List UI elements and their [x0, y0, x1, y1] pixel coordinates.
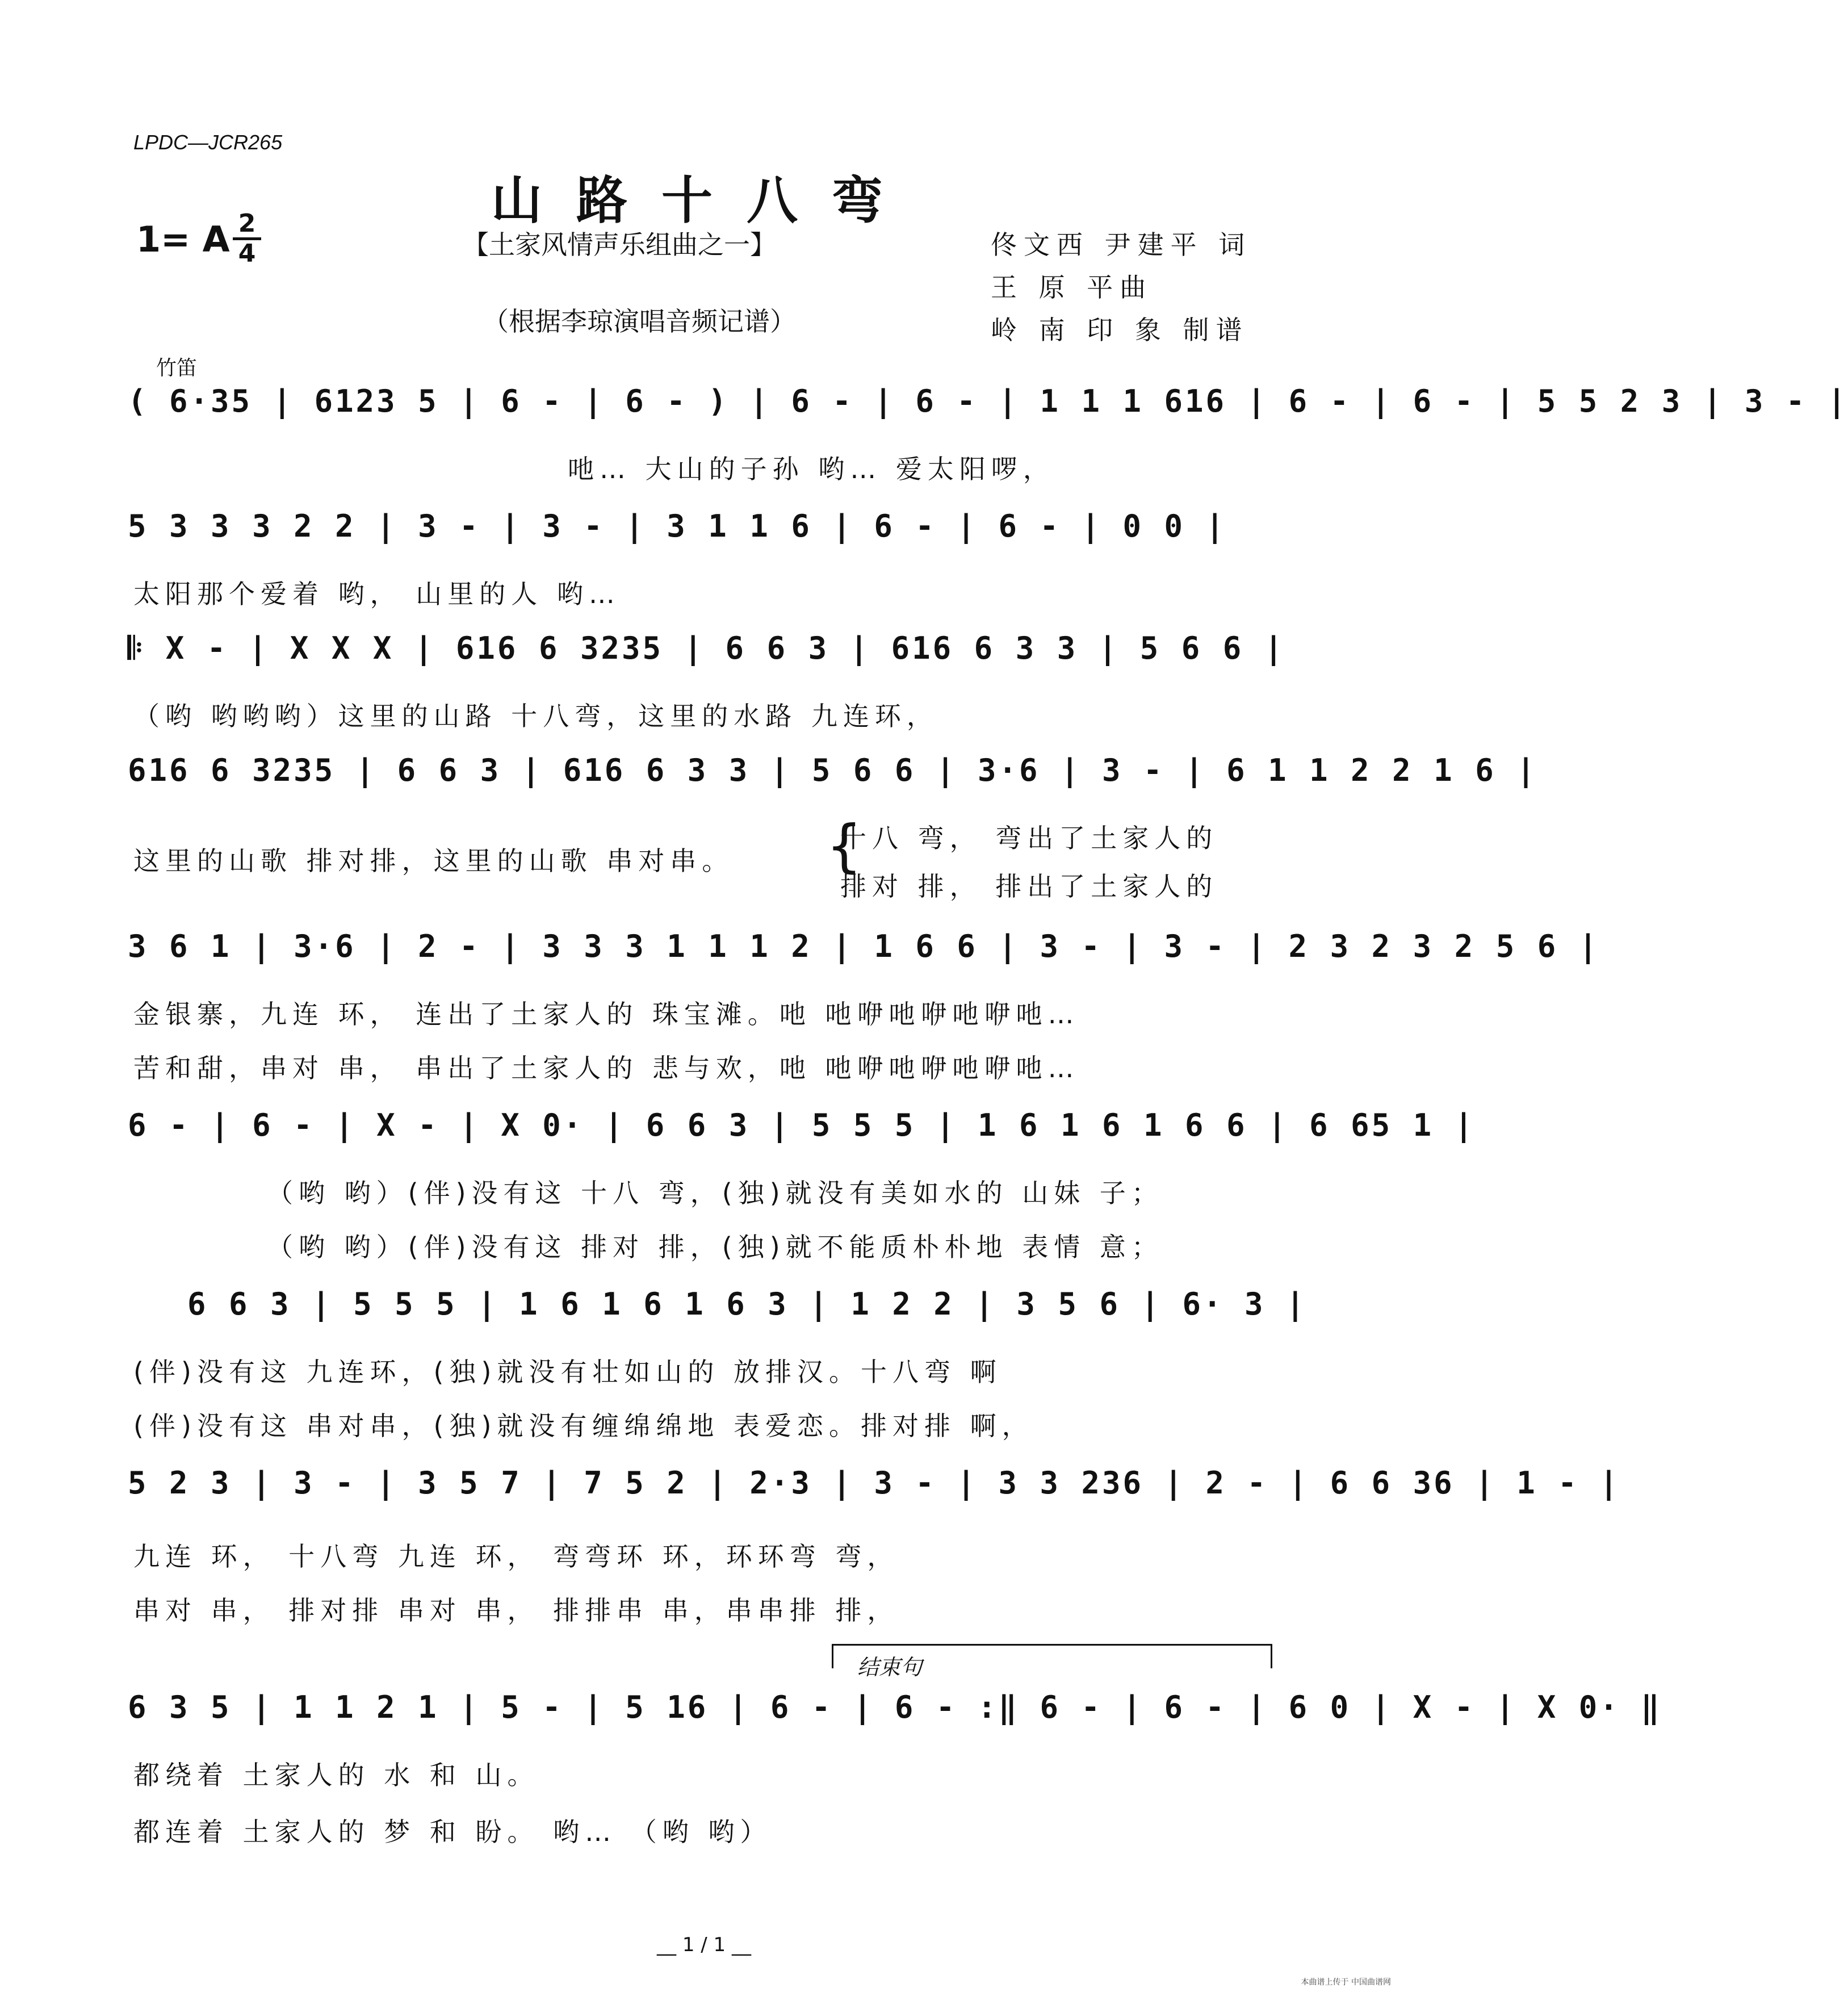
lyrics-system-5-verse2: 苦和甜，串对 串， 串出了土家人的 悲与欢，吔 吔咿吔咿吔咿吔…	[133, 1053, 1080, 1083]
uploader-watermark: 本曲谱上传于 中国曲谱网	[1301, 1978, 1391, 1987]
composer-credit: 王 原 平曲	[991, 272, 1153, 303]
ending-label: 结束句	[857, 1655, 923, 1680]
time-signature: 2 4	[233, 211, 261, 266]
page-title: 山路十八弯	[491, 170, 917, 231]
verse-brace: {	[826, 813, 862, 879]
lyrics-system-2: 太阳那个爱着 哟， 山里的人 哟…	[133, 579, 621, 609]
lyrics-system-5-verse1: 金银寨，九连 环， 连出了土家人的 珠宝滩。吔 吔咿吔咿吔咿吔…	[133, 999, 1080, 1030]
transcription-note: （根据李琼演唱音频记谱）	[483, 306, 796, 337]
lyrics-system-7-verse2: (伴)没有这 串对串，(独)就没有缠绵绵地 表爱恋。排对排 啊，	[133, 1411, 1034, 1441]
lyrics-system-3: （哟 哟哟哟）这里的山路 十八弯，这里的水路 九连环，	[133, 701, 938, 731]
lyricist-credit: 佟文西 尹建平 词	[991, 229, 1252, 260]
lyrics-system-8-verse2: 串对 串， 排对排 串对 串， 排排串 串，串串排 排，	[133, 1595, 899, 1626]
instrument-label: 竹笛	[156, 357, 198, 380]
lyrics-system-7-verse1: (伴)没有这 九连环，(独)就没有壮如山的 放排汉。十八弯 啊	[133, 1357, 1002, 1387]
lyrics-system-4b-verse2: 排对 排， 排出了土家人的	[840, 871, 1218, 902]
subtitle: 【土家风情声乐组曲之一】	[463, 229, 776, 260]
page-number: __ 1 / 1 __	[657, 1934, 751, 1956]
score-code: LPDC—JCR265	[133, 131, 283, 154]
notation-system-6: 6 - | 6 - | X - | X 0· | 6 6 3 | 5 5 5 | 1 6 1 6 1 6 6 | 6 65 1 |	[128, 1107, 1476, 1143]
notation-system-2: 5 3 3 3 2 2 | 3 - | 3 - | 3 1 1 6 | 6 - | 6 - | 0 0 |	[128, 508, 1227, 544]
arranger-credit: 岭 南 印 象 制谱	[991, 315, 1249, 345]
lyrics-system-6-verse2: （哟 哟）(伴)没有这 排对 排，(独)就不能质朴朴地 表情 意；	[267, 1232, 1163, 1262]
notation-system-8: 5 2 3 | 3 - | 3 5 7 | 7 5 2 | 2·3 | 3 - | 3 3 236 | 2 - | 6 6 36 | 1 - |	[128, 1465, 1620, 1501]
lyrics-system-9-verse1: 都绕着 土家人的 水 和 山。	[133, 1760, 539, 1790]
lyrics-system-9-verse2: 都连着 土家人的 梦 和 盼。 哟… （哟 哟）	[133, 1817, 772, 1847]
lyrics-system-1: 吔… 大山的子孙 哟… 爱太阳啰，	[568, 454, 1055, 484]
lyrics-system-6-verse1: （哟 哟）(伴)没有这 十八 弯，(独)就没有美如水的 山妹 子；	[267, 1178, 1163, 1208]
lyrics-system-4a: 这里的山歌 排对排，这里的山歌 串对串。	[133, 846, 734, 876]
lyrics-system-4b-verse1: 十八 弯， 弯出了土家人的	[840, 823, 1218, 853]
lyrics-system-8-verse1: 九连 环， 十八弯 九连 环， 弯弯环 环，环环弯 弯，	[133, 1541, 899, 1572]
key-signature: 1= A	[136, 219, 230, 260]
notation-system-9: 6 3 5 | 1 1 2 1 | 5 - | 5 16 | 6 - | 6 - :‖ 6 - | 6 - | 6 0 | X - | X 0· ‖	[128, 1689, 1662, 1725]
notation-system-3: 𝄆 X - | X X X | 616 6 3235 | 6 6 3 | 616 6 3 3 | 5 6 6 |	[128, 630, 1285, 666]
notation-system-4: 616 6 3235 | 6 6 3 | 616 6 3 3 | 5 6 6 | 3·6 | 3 - | 6 1 1 2 2 1 6 |	[128, 752, 1537, 788]
notation-system-7: 6 6 3 | 5 5 5 | 1 6 1 6 1 6 3 | 1 2 2 | 3 5 6 | 6· 3 |	[187, 1286, 1307, 1322]
notation-system-5: 3 6 1 | 3·6 | 2 - | 3 3 3 1 1 1 2 | 1 6 6 | 3 - | 3 - | 2 3 2 3 2 5 6 |	[128, 928, 1600, 964]
notation-system-1: ( 6·35 | 6123 5 | 6 - | 6 - ) | 6 - | 6 - | 1 1 1 616 | 6 - | 6 - | 5 5 2 3 | 3 - |	[128, 383, 1848, 419]
